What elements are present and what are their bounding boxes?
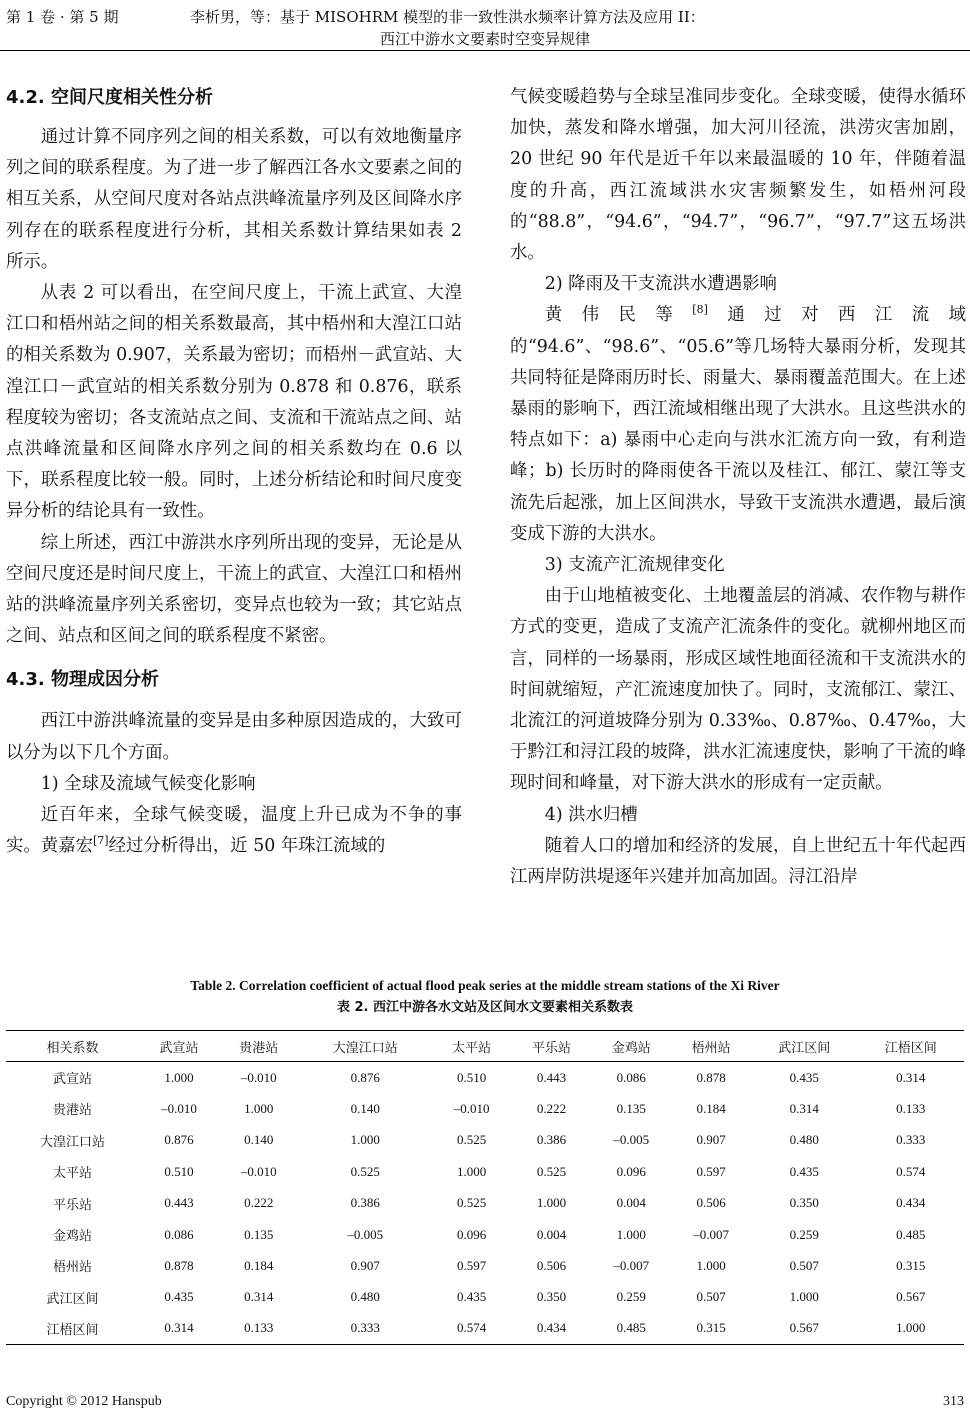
- row-header: 梧州站: [53, 1259, 93, 1275]
- table-cell: 0.096: [616, 1163, 646, 1179]
- table-cell: 0.259: [789, 1226, 819, 1242]
- table-row: [6, 1282, 964, 1313]
- table-cell: 1.000: [457, 1163, 487, 1179]
- table-cell: 0.597: [457, 1257, 487, 1273]
- paragraph: [510, 300, 966, 550]
- row-header: 平乐站: [53, 1196, 93, 1212]
- table-row: [6, 1187, 964, 1218]
- table-cell: 0.567: [789, 1320, 819, 1336]
- table-cell: 0.133: [896, 1100, 926, 1116]
- paragraph: 随着人口的增加和经济的发展，自上世纪五十年代起西江两岸防洪堤逐年兴建并加高加固。浔江沿岸: [510, 835, 966, 888]
- table-cell: 1.000: [616, 1226, 646, 1242]
- paragraph: 从表 2 可以看出，在空间尺度上，干流上武宣、大湟江口和梧州站之间的相关系数最高，其中梧州和大湟江口站的相关系数为 0.907，关系最为密切；而梧州－武宣站、大湟江口－武宣站的相关系数分别为 0.878 和 0.876，联系程度较为密切；各支流站点之间、支流和干流站点之间、站点洪峰流量和区间降水序列之间的相关系数均在 0.6 以下，联系程度比较一般。同时，上述分析结论和时间尺度变异分析的结论具有一致性。: [6, 283, 462, 522]
- table-cell: 0.506: [536, 1257, 567, 1273]
- list-item-heading: 3) 支流产汇流规律变化: [544, 555, 725, 576]
- table-cell: –0.005: [613, 1132, 650, 1148]
- table-cell: 0.480: [350, 1289, 380, 1305]
- running-title-line2: 西江中游水文要素时空变异规律: [379, 30, 590, 48]
- paragraph-text: 通过对西江流域的“94.6”、“98.6”、“05.6”等几场特大暴雨分析，发现其共同特征是降雨历时长、雨量大、暴雨覆盖范围大。在上述暴雨的影响下，西江流域相继出现了大洪水。且这些洪水的特点如下：a) 暴雨中心走向与洪水汇流方向一致，有利造峰；b) 长历时的降雨使各干流以及桂江、郁江、蒙江等支流先后起涨，加上区间洪水，导致干支流洪水遭遇，最后演变成下游的大洪水。: [510, 305, 966, 544]
- table-cell: –0.007: [613, 1257, 650, 1273]
- page-number: 313: [943, 1394, 964, 1409]
- table-cell: 0.314: [244, 1289, 274, 1305]
- table-cell: 0.435: [164, 1289, 194, 1305]
- table-cell: 0.510: [164, 1163, 194, 1179]
- paragraph: 通过计算不同序列之间的相关系数，可以有效地衡量序列之间的联系程度。为了进一步了解西江各水文要素之间的相互关系，从空间尺度对各站点洪峰流量序列及区间降水序列存在的联系程度进行分析，其相关系数计算结果如表 2 所示。: [6, 127, 462, 272]
- table-caption-en: Table 2. Correlation coefficient of actual flood peak series at the middle stream stations of the Xi River: [190, 978, 780, 993]
- table-header-row: [6, 1031, 964, 1062]
- table-cell: 1.000: [696, 1257, 726, 1273]
- column-header: 贵港站: [239, 1039, 279, 1055]
- column-header: 太平站: [452, 1039, 492, 1055]
- table-cell: 0.386: [536, 1132, 567, 1148]
- table-cell: 0.333: [896, 1132, 926, 1148]
- table-cell: 1.000: [789, 1289, 819, 1305]
- table-cell: 0.140: [244, 1132, 274, 1148]
- table-cell: 0.314: [164, 1320, 194, 1336]
- table-cell: 0.135: [616, 1100, 646, 1116]
- table-cell: 0.434: [896, 1195, 926, 1211]
- header-rule: [0, 50, 970, 51]
- table-row: [6, 1219, 964, 1250]
- table-cell: –0.007: [693, 1226, 729, 1242]
- table-cell: 0.135: [244, 1226, 274, 1242]
- table-cell: 0.443: [164, 1195, 194, 1211]
- running-header: [0, 0, 970, 52]
- paragraph: 由于山地植被变化、土地覆盖层的消减、农作物与耕作方式的变更，造成了支流产汇流条件的变化。就柳州地区而言，同样的一场暴雨，形成区域性地面径流和干支流洪水的时间就缩短，产汇流速度加快了。同时，支流郁江、蒙江、北流江的河道坡降分别为 0.33‰、0.87‰、0.47‰，大于黔江和浔江段的坡降，洪水汇流速度快，影响了干流的峰现时间和峰量，对下游大洪水的形成有一定贡献。: [510, 586, 966, 794]
- correlation-table: [6, 1030, 964, 1345]
- column-header: 武江区间: [778, 1039, 831, 1055]
- copyright-notice: Copyright © 2012 Hanspub: [6, 1394, 162, 1409]
- table-cell: 0.567: [896, 1289, 926, 1305]
- table-cell: 1.000: [350, 1132, 380, 1148]
- table-cell: 0.184: [244, 1257, 274, 1273]
- table-cell: 0.314: [789, 1100, 819, 1116]
- table-cell: 0.480: [789, 1132, 819, 1148]
- table-cell: 0.140: [350, 1100, 380, 1116]
- table-cell: 0.222: [536, 1100, 567, 1116]
- table-cell: 0.907: [696, 1132, 726, 1148]
- journal-volume-issue: 第 1 卷 · 第 5 期: [6, 8, 119, 26]
- table-cell: 0.878: [696, 1069, 726, 1085]
- table-cell: 0.507: [696, 1289, 726, 1305]
- section-4-3-heading: 4.3. 物理成因分析: [6, 669, 159, 691]
- table-cell: –0.010: [161, 1100, 197, 1116]
- list-item-heading: 2) 降雨及干支流洪水遭遇影响: [544, 274, 777, 295]
- row-header: 金鸡站: [53, 1228, 93, 1244]
- table-cell: 0.333: [350, 1320, 380, 1336]
- table-cell: 0.443: [536, 1069, 567, 1085]
- column-header: 梧州站: [691, 1039, 731, 1055]
- table-cell: 0.086: [616, 1069, 646, 1085]
- running-title-line1: 李析男，等：基于 MISOHRM 模型的非一致性洪水频率计算方法及应用 II：: [190, 8, 705, 26]
- row-header: 江梧区间: [46, 1321, 99, 1337]
- table-cell: 0.259: [616, 1289, 646, 1305]
- table-cell: 0.907: [350, 1257, 380, 1273]
- table-row: [6, 1156, 964, 1187]
- table-cell: 0.222: [244, 1195, 274, 1211]
- citation-ref[interactable]: [7]: [92, 834, 109, 848]
- list-item-heading: 1) 全球及流域气候变化影响: [40, 773, 256, 794]
- table-cell: –0.005: [347, 1226, 384, 1242]
- table-cell: 0.434: [536, 1320, 567, 1336]
- table-cell: 1.000: [536, 1195, 567, 1211]
- table-cell: 0.507: [789, 1257, 819, 1273]
- table-cell: 0.878: [164, 1257, 194, 1273]
- table-cell: 0.525: [536, 1163, 567, 1179]
- table-cell: 0.133: [244, 1320, 274, 1336]
- table-cell: 0.350: [536, 1289, 567, 1305]
- table-cell: 0.096: [457, 1226, 487, 1242]
- table-cell: 0.435: [789, 1163, 819, 1179]
- table-cell: 1.000: [896, 1320, 926, 1336]
- table-cell: 0.315: [896, 1257, 926, 1273]
- table-cell: 0.506: [696, 1195, 726, 1211]
- table-cell: 0.525: [457, 1132, 487, 1148]
- table-cell: 0.184: [696, 1100, 726, 1116]
- table-cell: 0.574: [896, 1163, 926, 1179]
- paragraph: [6, 800, 462, 862]
- table-cell: 0.004: [536, 1226, 567, 1242]
- table-cell: 0.597: [696, 1163, 726, 1179]
- table-cell: 0.004: [616, 1195, 646, 1211]
- row-header: 武江区间: [46, 1290, 99, 1306]
- table-cell: 0.485: [616, 1320, 646, 1336]
- column-header: 大湟江口站: [332, 1039, 398, 1055]
- section-4-2-heading: 4.2. 空间尺度相关性分析: [6, 87, 213, 108]
- table-cell: 0.386: [350, 1195, 380, 1211]
- paragraph: 综上所述，西江中游洪水序列所出现的变异，无论是从空间尺度还是时间尺度上，干流上的武宣、大湟江口和梧州站的洪峰流量序列关系密切，变异点也较为一致；其它站点之间、站点和区间之间的联系程度不紧密。: [6, 532, 462, 647]
- table-cell: 0.086: [164, 1226, 194, 1242]
- table-cell: –0.010: [240, 1163, 277, 1179]
- table-cell: 0.435: [789, 1069, 819, 1085]
- column-header: 平乐站: [531, 1039, 571, 1055]
- row-header: 太平站: [53, 1165, 93, 1181]
- paragraph: 西江中游洪峰流量的变异是由多种原因造成的，大致可以分为以下几个方面。: [6, 711, 462, 763]
- table-cell: –0.010: [240, 1069, 277, 1085]
- table-cell: 0.525: [457, 1195, 487, 1211]
- table-cell: 0.350: [789, 1195, 819, 1211]
- row-header: 武宣站: [53, 1071, 93, 1087]
- table-cell: 1.000: [244, 1100, 274, 1116]
- column-header: 相关系数: [46, 1039, 99, 1055]
- paragraph-text: 经过分析得出，近 50 年珠江流域的: [108, 836, 386, 857]
- row-header: 贵港站: [53, 1102, 93, 1118]
- table-row: [6, 1250, 964, 1281]
- column-header: 武宣站: [159, 1039, 199, 1055]
- table-cell: 0.876: [350, 1069, 380, 1085]
- column-header: 江梧区间: [884, 1039, 937, 1055]
- table-cell: 0.435: [457, 1289, 487, 1305]
- table-cell: 0.314: [896, 1069, 926, 1085]
- table-row: [6, 1093, 964, 1124]
- table-row: [6, 1062, 964, 1093]
- table-cell: 1.000: [164, 1069, 194, 1085]
- table-row: [6, 1313, 964, 1344]
- paragraph-text: 近百年来，全球气候变暖，温度上升已成为不争的事实。黄嘉宏: [6, 805, 462, 857]
- right-column: [510, 82, 966, 893]
- paragraph-text: 黄伟民等: [544, 305, 693, 326]
- list-item-heading: 4) 洪水归槽: [544, 804, 638, 825]
- table-cell: 0.315: [696, 1320, 726, 1336]
- citation-ref[interactable]: [8]: [692, 303, 708, 317]
- table-cell: 0.574: [457, 1320, 487, 1336]
- row-header: 大湟江口站: [40, 1133, 106, 1149]
- table-row: [6, 1125, 964, 1156]
- column-header: 金鸡站: [611, 1039, 651, 1055]
- table-cell: 0.525: [350, 1163, 380, 1179]
- left-column: [6, 82, 462, 862]
- table-cell: –0.010: [453, 1100, 490, 1116]
- table-cell: 0.510: [457, 1069, 487, 1085]
- table-cell: 0.485: [896, 1226, 926, 1242]
- table-cell: 0.876: [164, 1132, 194, 1148]
- table-caption-zh: 表 2. 西江中游各水文站及区间水文要素相关系数表: [336, 1000, 634, 1015]
- paragraph: 气候变暖趋势与全球呈准同步变化。全球变暖，使得水循环加快，蒸发和降水增强，加大河川径流，洪涝灾害加剧，20 世纪 90 年代是近千年以来最温暖的 10 年，伴随着温度的升高，西江流域洪水灾害频繁发生，如梧州河段的“88.8”，“94.6”，“94.7”，“96.7”，“97.7”这五场洪水。: [510, 87, 966, 264]
